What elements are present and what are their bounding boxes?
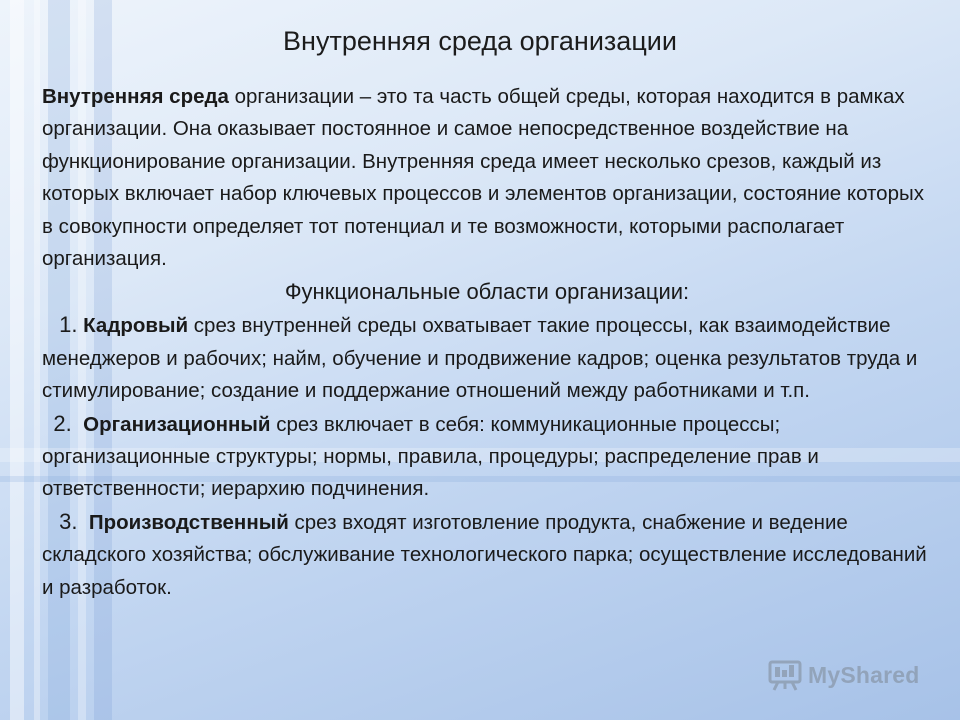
item-bold-term: Кадровый (83, 314, 189, 338)
intro-bold-lead: Внутренняя среда (42, 85, 229, 108)
item-text: срез входят изготовление продукта, снабжение и ведение складского хозяйства; обслуживание технологического парка; осуществление исследований и разработок. (42, 510, 927, 599)
item-bold-term: Организационный (83, 412, 271, 436)
intro-text: организации – это та часть общей среды, которая находится в рамках организации. Она оказывает постоянное и самое непосредственное воздействие на функционирование организации. Внутренняя среда имеет несколько срезов, каждый из которых включает набор ключевых процессов и элементов организации, состояние которых в совокупности определяет тот потенциал и те возможности, которыми располагает организация. (42, 85, 924, 271)
watermark-text: MyShared (808, 661, 920, 688)
intro-paragraph (42, 81, 932, 275)
item-number: 1. (59, 312, 78, 338)
list-item-2 (42, 408, 932, 506)
list-item-1 (42, 309, 932, 407)
section-subtitle: Функциональные области организации: (284, 279, 690, 305)
slide-title: Внутренняя среда организации (283, 26, 677, 56)
list-item-3 (42, 506, 932, 604)
item-number: 3. (59, 508, 78, 534)
presentation-board-icon (768, 658, 802, 692)
slide-content (42, 81, 932, 604)
item-bold-term: Производственный (88, 510, 289, 534)
item-text: срез внутренней среды охватывает такие процессы, как взаимодействие менеджеров и рабочих; найм, обучение и продвижение кадров; оценка результатов труда и стимулирование; создание и поддержание отношений между работниками и т.п. (42, 314, 918, 403)
watermark (768, 658, 920, 692)
item-number: 2. (53, 410, 72, 436)
item-text: срез включает в себя: коммуникационные процессы; организационные структуры; нормы, правила, процедуры; распределение прав и ответственности; иерархию подчинения. (42, 412, 819, 501)
